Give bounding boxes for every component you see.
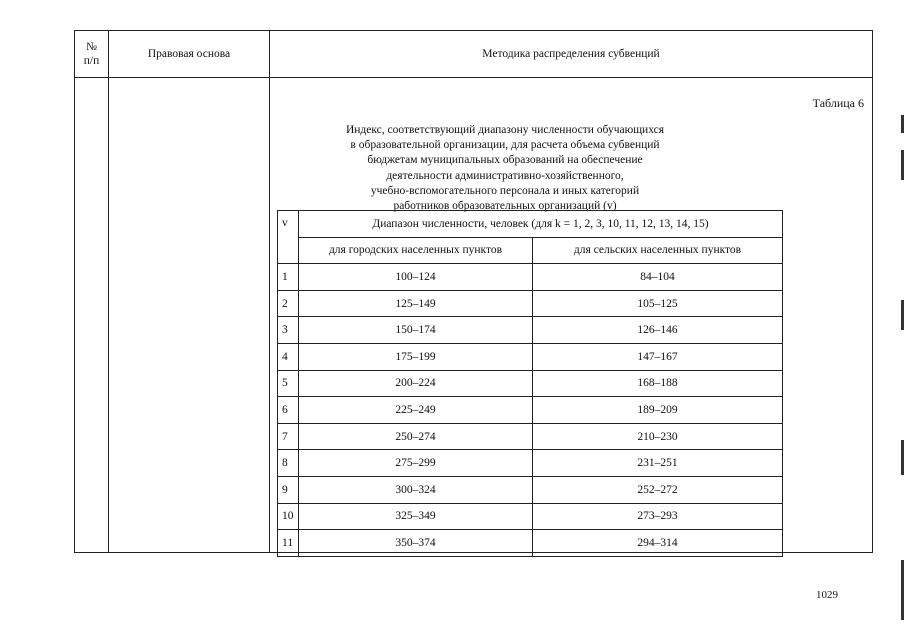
v-cell: 7 <box>278 423 299 450</box>
rural-cell: 273–293 <box>533 503 783 530</box>
rural-cell: 294–314 <box>533 530 783 557</box>
table-row <box>278 264 783 291</box>
table-row <box>278 290 783 317</box>
v-cell: 3 <box>278 317 299 344</box>
v-cell: 5 <box>278 370 299 397</box>
column-divider <box>108 31 109 552</box>
v-cell: 11 <box>278 530 299 557</box>
table-row <box>278 397 783 424</box>
page-number: 1029 <box>816 589 838 601</box>
rural-cell: 84–104 <box>533 264 783 291</box>
urban-cell: 325–349 <box>299 503 533 530</box>
caption-line: работников образовательных организаций (v) <box>393 200 617 213</box>
table-row <box>278 343 783 370</box>
main-table <box>74 30 873 553</box>
table-row <box>278 503 783 530</box>
v-cell: 4 <box>278 343 299 370</box>
urban-cell: 150–174 <box>299 317 533 344</box>
header-basis: Правовая основа <box>147 48 231 60</box>
urban-header: для городских населенных пунктов <box>299 237 533 264</box>
v-cell: 6 <box>278 397 299 424</box>
table-row <box>278 370 783 397</box>
table-row <box>278 530 783 557</box>
v-cell: 2 <box>278 290 299 317</box>
rural-cell: 126–146 <box>533 317 783 344</box>
rural-cell: 210–230 <box>533 423 783 450</box>
table-label: Таблица 6 <box>812 96 864 110</box>
v-cell: 9 <box>278 476 299 503</box>
rural-header: для сельских населенных пунктов <box>533 237 783 264</box>
urban-cell: 100–124 <box>299 264 533 291</box>
scan-edge-mark <box>901 115 904 133</box>
scan-edge-mark <box>901 150 904 180</box>
range-header: Диапазон численности, человек (для k = 1, 2, 3, 10, 11, 12, 13, 14, 15) <box>299 211 783 238</box>
header-divider <box>75 77 872 78</box>
urban-cell: 350–374 <box>299 530 533 557</box>
scan-edge-mark <box>901 560 904 620</box>
v-cell: 1 <box>278 264 299 291</box>
rural-cell: 147–167 <box>533 343 783 370</box>
urban-cell: 175–199 <box>299 343 533 370</box>
table-row <box>278 423 783 450</box>
caption-line: бюджетам муниципальных образований на обеспечение <box>367 154 643 167</box>
table-row <box>278 450 783 477</box>
caption-line: деятельности административно-хозяйственного, <box>386 169 624 182</box>
rural-cell: 231–251 <box>533 450 783 477</box>
urban-cell: 200–224 <box>299 370 533 397</box>
v-header: v <box>278 211 299 264</box>
scan-edge-mark <box>901 300 904 330</box>
table-caption <box>290 123 720 214</box>
rural-cell: 189–209 <box>533 397 783 424</box>
urban-cell: 275–299 <box>299 450 533 477</box>
scan-edge-mark <box>901 440 904 475</box>
table-row <box>278 476 783 503</box>
rural-cell: 105–125 <box>533 290 783 317</box>
urban-cell: 225–249 <box>299 397 533 424</box>
urban-cell: 300–324 <box>299 476 533 503</box>
rural-cell: 168–188 <box>533 370 783 397</box>
urban-cell: 250–274 <box>299 423 533 450</box>
caption-line: в образовательной организации, для расчета объема субвенций <box>350 139 660 152</box>
index-table <box>277 210 783 557</box>
caption-line: Индекс, соответствующий диапазону численности обучающихся <box>345 124 665 136</box>
table-header-row <box>278 211 783 238</box>
table-subheader-row <box>278 237 783 264</box>
caption-line: учебно-вспомогательного персонала и иных категорий <box>370 184 640 197</box>
v-cell: 8 <box>278 450 299 477</box>
header-num: № п/п <box>83 41 100 67</box>
column-divider <box>269 31 270 552</box>
v-cell: 10 <box>278 503 299 530</box>
table-row <box>278 317 783 344</box>
urban-cell: 125–149 <box>299 290 533 317</box>
rural-cell: 252–272 <box>533 476 783 503</box>
header-method: Методика распределения субвенций <box>482 48 660 60</box>
